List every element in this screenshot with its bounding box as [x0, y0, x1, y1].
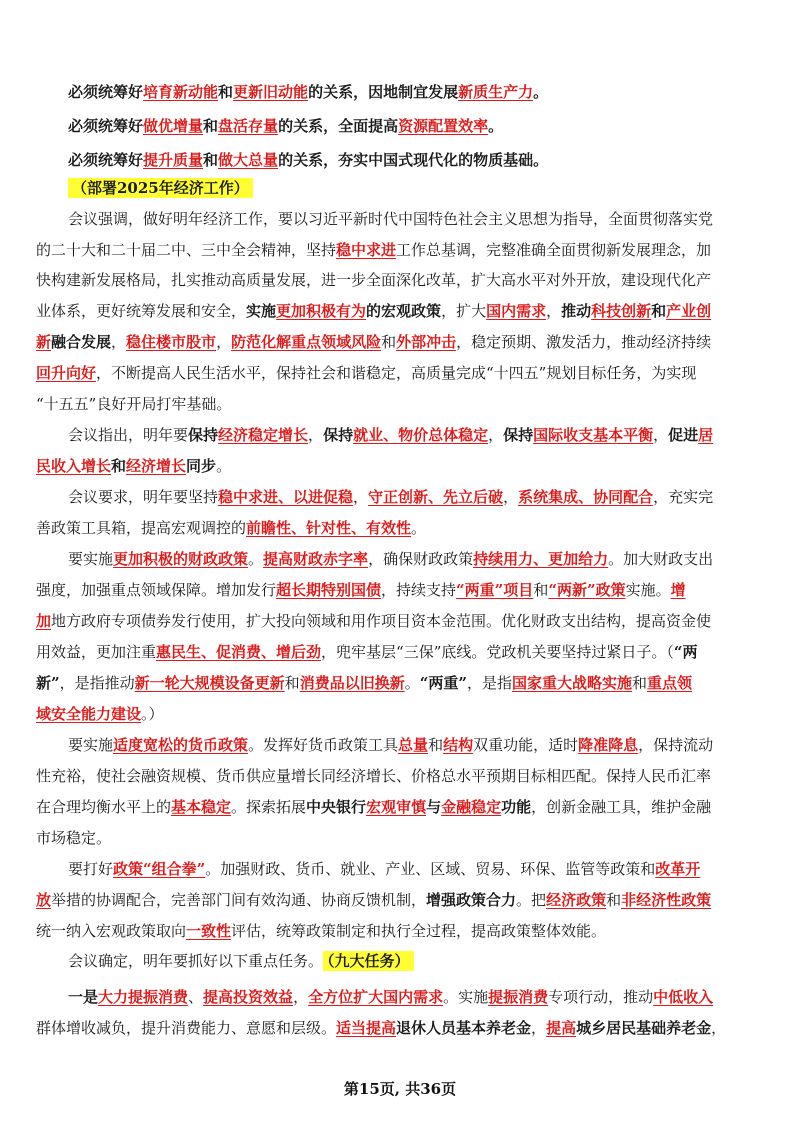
- bold-text: “两: [673, 643, 698, 661]
- key-phrase: 惠民生、促消费、增后劲: [156, 643, 322, 661]
- body-text: ，: [488, 426, 504, 444]
- bold-text: 促进: [668, 426, 699, 444]
- key-phrase: 国家重大战略实施: [512, 674, 633, 692]
- body-text: 市场稳定。: [36, 829, 112, 847]
- key-phrase: 就业、物价总体稳定: [353, 426, 489, 444]
- key-phrase: 大力提振消费: [98, 988, 189, 1006]
- key-phrase: 国际收支基本平衡: [533, 426, 654, 444]
- bold-text: 的关系，全面提高: [278, 117, 399, 135]
- key-phrase: 全方位扩大国内需求: [308, 988, 444, 1006]
- bold-text: 保持: [188, 426, 219, 444]
- text-line: [36, 549, 796, 569]
- body-text: ，确保财政政策: [368, 550, 474, 568]
- text-line: [36, 518, 764, 538]
- key-phrase: 超长期特别国债: [276, 581, 382, 599]
- bold-text: 必须统筹好: [68, 117, 144, 135]
- key-phrase: 新一轮大规模设备更新: [134, 674, 285, 692]
- bold-text: 推动: [561, 302, 592, 320]
- bold-text: 功能: [501, 798, 532, 816]
- body-text: 和: [606, 891, 622, 909]
- text-line: [36, 859, 796, 879]
- text-line: [36, 797, 764, 817]
- body-text: 和: [428, 736, 444, 754]
- bold-text: 必须统筹好: [68, 83, 144, 101]
- body-text: 和: [632, 674, 648, 692]
- body-text: 要打好: [68, 860, 114, 878]
- body-text: ，: [531, 1019, 547, 1037]
- body-text: 群体增收减负，提升消费能力、意愿和层级。: [36, 1019, 337, 1037]
- text-line: [36, 209, 796, 229]
- body-text: 举措的协调配合，完善部门间有效沟通、协商反馈机制，: [51, 891, 427, 909]
- body-text: 。: [404, 674, 420, 692]
- body-text: ，保持流动: [638, 736, 714, 754]
- key-phrase: 加: [36, 612, 52, 630]
- body-text: 会议确定，明年要抓好以下重点任务。: [68, 952, 324, 970]
- bold-text: 。: [488, 117, 504, 135]
- body-text: 强度，加强重点领域保障。增加发行: [36, 581, 277, 599]
- key-phrase: 新: [36, 333, 52, 351]
- text-line: [36, 921, 764, 941]
- bold-text: 和: [218, 83, 234, 101]
- text-line: [36, 301, 764, 321]
- bold-text: 新”: [36, 674, 60, 692]
- key-phrase: 产业创: [666, 302, 712, 320]
- key-phrase: 外部冲击: [396, 333, 457, 351]
- text-line: [36, 673, 764, 693]
- text-line: [36, 611, 764, 631]
- body-text: 用效益，更加注重: [36, 643, 157, 661]
- key-phrase: 更新旧动能: [233, 83, 309, 101]
- body-text: 。: [411, 519, 427, 537]
- bold-text: 和: [203, 151, 219, 169]
- key-phrase: 盘活存量: [218, 117, 279, 135]
- text-line: [36, 363, 764, 383]
- key-phrase: 系统集成、协同配合: [518, 488, 654, 506]
- body-text: ，兜牢基层“三保”底线。党政机关要坚持过紧日子。（: [321, 643, 674, 661]
- key-phrase: 非经济性政策: [621, 891, 712, 909]
- text-line: [36, 580, 764, 600]
- key-phrase: 持续用力、更加给力: [473, 550, 609, 568]
- key-phrase: 资源配置效率: [398, 117, 489, 135]
- key-phrase: 科技创新: [591, 302, 652, 320]
- body-text: 工作总基调，完整准确全面贯彻新发展理念，加: [396, 241, 712, 259]
- key-phrase: 适度宽松的货币政策: [113, 736, 249, 754]
- key-phrase: 提振消费: [488, 988, 549, 1006]
- bold-text: 和: [651, 302, 667, 320]
- key-phrase: 提高投资效益: [203, 988, 294, 1006]
- body-text: 业体系，更好统筹发展和安全，: [36, 302, 247, 320]
- text-line: [36, 766, 764, 786]
- body-text: 和: [533, 581, 549, 599]
- body-text: 快构建新发展格局，扎实推动高质量发展，进一步全面深化改革，扩大高水平对外开放，建设现代化产: [36, 271, 712, 289]
- body-text: ，: [711, 1019, 727, 1037]
- body-text: “十五五”良好开局打牢基础。: [36, 395, 232, 413]
- bold-text: 的关系，夯实中国式现代化的物质基础。: [278, 151, 549, 169]
- bold-text: 一是: [68, 988, 99, 1006]
- bold-text: 同步: [186, 457, 217, 475]
- text-line: [36, 987, 796, 1007]
- text-line: [36, 1018, 764, 1038]
- key-phrase: 改革开: [655, 860, 701, 878]
- body-text: 会议指出，明年要: [68, 426, 189, 444]
- body-text: 地方政府专项债券发行使用，扩大投向领域和用作项目资本金范围。优化财政支出结构，提高资金使: [51, 612, 712, 630]
- bold-text: 中央银行: [306, 798, 367, 816]
- body-text: 统一纳入宏观政策取向: [36, 922, 187, 940]
- body-text: ，是指: [466, 674, 512, 692]
- body-text: 善政策工具箱，提高宏观调控的: [36, 519, 247, 537]
- text-line: [36, 487, 796, 507]
- body-text: ，: [111, 333, 127, 351]
- text-line: [36, 704, 764, 724]
- body-text: 会议要求，明年要坚持: [68, 488, 219, 506]
- bold-text: 。: [533, 83, 549, 101]
- key-phrase: 经济政策: [546, 891, 607, 909]
- body-text: ，是指推动: [59, 674, 135, 692]
- bold-text: 融合发展: [51, 333, 112, 351]
- key-phrase: 做大总量: [218, 151, 279, 169]
- body-text: ，扩大: [441, 302, 487, 320]
- bold-text: 必须统筹好: [68, 151, 144, 169]
- bold-text: “两重”: [419, 674, 467, 692]
- body-text: 。发挥好货币政策工具: [248, 736, 399, 754]
- body-text: ，充实完: [653, 488, 714, 506]
- text-line: [36, 735, 796, 755]
- key-phrase: 基本稳定: [171, 798, 232, 816]
- body-text: 会议强调，做好明年经济工作，要以习近平新时代中国特色社会主义思想为指导，全面贯彻落实党: [68, 210, 714, 228]
- key-phrase: 新质生产力: [458, 83, 534, 101]
- text-line: [36, 332, 764, 352]
- body-text: 性充裕，使社会融资规模、货币供应量增长同经济增长、价格总水平预期目标相匹配。保持人民币汇率: [36, 767, 712, 785]
- key-phrase: 结构: [443, 736, 474, 754]
- key-phrase: 经济增长: [126, 457, 187, 475]
- body-text: 。加大财政支出: [608, 550, 714, 568]
- body-text: 。: [248, 550, 264, 568]
- body-text: ，: [353, 488, 369, 506]
- key-phrase: 放: [36, 891, 52, 909]
- key-phrase: 中低收入: [653, 988, 714, 1006]
- body-text: 在合理均衡水平上的: [36, 798, 172, 816]
- text-line: [36, 150, 796, 170]
- key-phrase: 培育新动能: [143, 83, 219, 101]
- text-line: [36, 270, 764, 290]
- key-phrase: 做优增量: [143, 117, 204, 135]
- body-text: 、: [188, 988, 204, 1006]
- text-line: [36, 951, 796, 971]
- text-line: [36, 456, 764, 476]
- key-phrase: 更加积极的财政政策: [113, 550, 249, 568]
- key-phrase: “两重”项目: [456, 581, 534, 599]
- key-phrase: 经济稳定增长: [218, 426, 309, 444]
- body-text: ，: [653, 426, 669, 444]
- bold-text: 保持: [503, 426, 534, 444]
- body-text: 要实施: [68, 550, 114, 568]
- key-phrase: 降准降息: [578, 736, 639, 754]
- body-text: 双重功能，适时: [473, 736, 579, 754]
- key-phrase: 民收入增长: [36, 457, 112, 475]
- key-phrase: 防范化解重点领域风险: [231, 333, 382, 351]
- body-text: 。探索拓展: [231, 798, 307, 816]
- body-text: ，: [546, 302, 562, 320]
- key-phrase: 更加积极有为: [276, 302, 367, 320]
- bold-text: 增强政策合力: [426, 891, 517, 909]
- body-text: 。）: [141, 705, 164, 723]
- bold-text: 退休人员基本养老金: [396, 1019, 532, 1037]
- key-phrase: 提升质量: [143, 151, 204, 169]
- key-phrase: 守正创新、先立后破: [368, 488, 504, 506]
- body-text: ，: [308, 426, 324, 444]
- body-text: 和: [284, 674, 300, 692]
- key-phrase: 稳中求进、以进促稳: [218, 488, 354, 506]
- bold-text: 和: [203, 117, 219, 135]
- key-phrase: 回升向好: [36, 364, 97, 382]
- highlight-tag: （九大任务）: [323, 951, 414, 971]
- text-line: [36, 642, 764, 662]
- key-phrase: 居: [698, 426, 714, 444]
- text-line: [36, 116, 796, 136]
- body-text: 。: [216, 457, 232, 475]
- body-text: 的二十大和二十届二中、三中全会精神，坚持: [36, 241, 337, 259]
- key-phrase: 政策“组合拳”: [113, 860, 206, 878]
- key-phrase: 适当提高: [336, 1019, 397, 1037]
- text-line: [36, 240, 764, 260]
- page-footer: 第15页, 共36页: [343, 1080, 457, 1098]
- body-text: ，持续支持: [381, 581, 457, 599]
- body-text: 。实施: [443, 988, 489, 1006]
- body-text: ，: [503, 488, 519, 506]
- key-phrase: 消费品以旧换新: [299, 674, 405, 692]
- body-text: 。加强财政、货币、就业、产业、区域、贸易、环保、监管等政策和: [205, 860, 656, 878]
- text-line: [36, 82, 796, 102]
- key-phrase: 提高: [546, 1019, 577, 1037]
- body-text: 要实施: [68, 736, 114, 754]
- body-text: 。把: [516, 891, 547, 909]
- key-phrase: 稳住楼市股市: [126, 333, 217, 351]
- key-phrase: 提高财政赤字率: [263, 550, 369, 568]
- text-line: [36, 828, 764, 848]
- bold-text: 的关系，因地制宜发展: [308, 83, 459, 101]
- text-line: [36, 890, 764, 910]
- key-phrase: 总量: [398, 736, 429, 754]
- key-phrase: 前瞻性、针对性、有效性: [246, 519, 412, 537]
- key-phrase: 金融稳定: [441, 798, 502, 816]
- bold-text: 城乡居民基础养老金: [576, 1019, 712, 1037]
- body-text: ，不断提高人民生活水平，保持社会和谐稳定，高质量完成“十四五”规划目标任务，为实现: [96, 364, 697, 382]
- key-phrase: 稳中求进: [336, 241, 397, 259]
- body-text: 评估，统筹政策制定和执行全过程，提高政策整体效能。: [231, 922, 607, 940]
- key-phrase: 国内需求: [486, 302, 547, 320]
- key-phrase: 重点领: [647, 674, 693, 692]
- bold-text: 保持: [323, 426, 354, 444]
- key-phrase: 宏观审慎: [366, 798, 427, 816]
- body-text: 和: [381, 333, 397, 351]
- bold-text: 和: [111, 457, 127, 475]
- body-text: ，创新金融工具，维护金融: [531, 798, 712, 816]
- key-phrase: 一致性: [186, 922, 232, 940]
- text-line: [36, 425, 796, 445]
- body-text: ，: [293, 988, 309, 1006]
- key-phrase: 增: [670, 581, 686, 599]
- bold-text: 的宏观政策: [366, 302, 442, 320]
- body-text: ，稳定预期、激发活力，推动经济持续: [456, 333, 712, 351]
- highlight-tag: （部署2025年经济工作）: [68, 178, 253, 198]
- bold-text: 与: [426, 798, 442, 816]
- key-phrase: 域安全能力建设: [36, 705, 142, 723]
- body-text: 专项行动，推动: [548, 988, 654, 1006]
- text-line: [36, 394, 764, 414]
- key-phrase: “两新”政策: [548, 581, 626, 599]
- bold-text: 实施: [246, 302, 277, 320]
- body-text: ，: [216, 333, 232, 351]
- body-text: 实施。: [625, 581, 671, 599]
- text-line: [36, 178, 796, 198]
